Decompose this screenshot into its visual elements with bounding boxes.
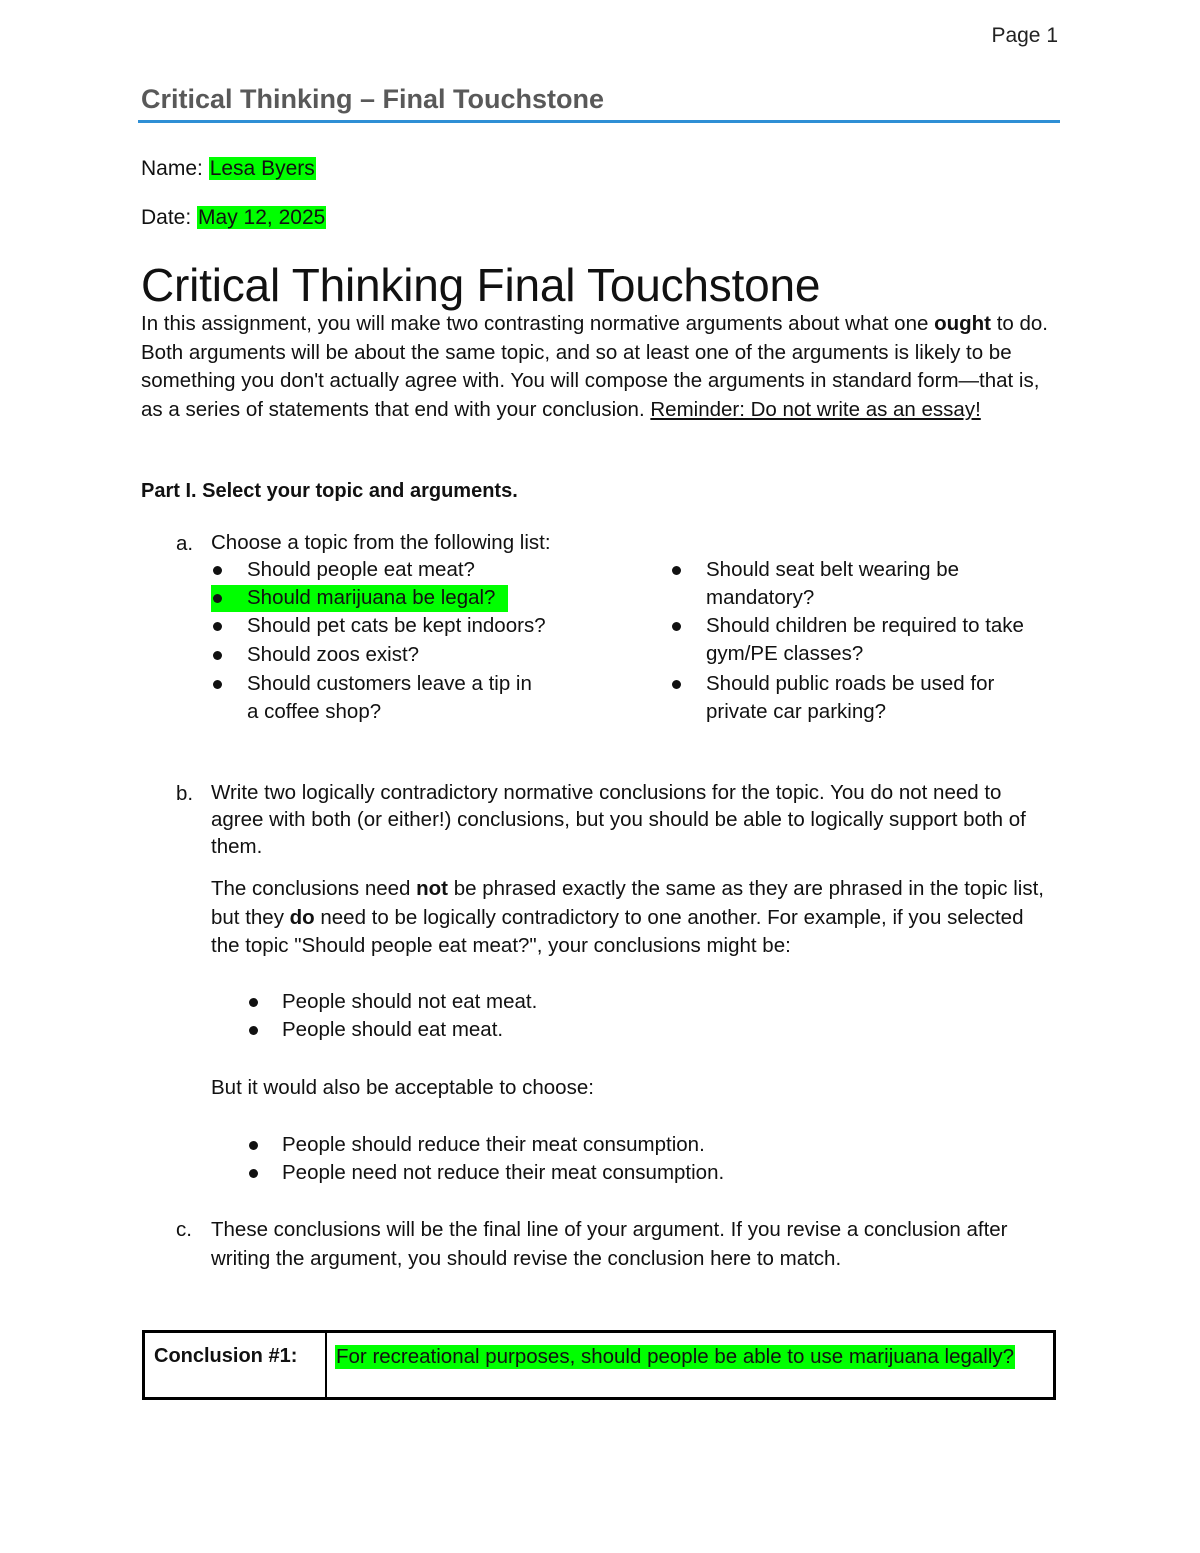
bullet-icon <box>672 566 681 575</box>
bullet-icon <box>213 622 222 631</box>
date-field <box>141 206 326 230</box>
conclusion-1-label: Conclusion #1: <box>154 1345 298 1367</box>
topic-text: Should public roads be used for <box>706 672 995 695</box>
topic-text-highlighted: Should marijuana be legal? <box>247 586 496 609</box>
section-b-marker: b. <box>176 782 194 805</box>
bullet-icon <box>213 680 222 689</box>
name-field <box>141 157 316 181</box>
section-b-paragraph-2 <box>211 875 1056 961</box>
part-1-heading: Part I. Select your topic and arguments. <box>141 480 518 502</box>
bullet-icon <box>213 651 222 660</box>
topic-text: Should people eat meat? <box>247 558 475 581</box>
topic-text: Should zoos exist? <box>247 643 420 666</box>
topic-text-line2: private car parking? <box>706 700 887 723</box>
intro-reminder: Reminder: Do not write as an essay! <box>650 398 981 422</box>
intro-text-2: to do. Both arguments will be about the same topic, and so at least one of the arguments is likely to be something you don't actually agree with. You will compose the arguments in standard form—that is, as a series of statements that end with your conclusion. <box>141 312 1048 422</box>
bullet-icon <box>249 1141 258 1150</box>
section-a-marker: a. <box>176 532 194 555</box>
topic-text: Should children be required to take <box>706 614 1024 637</box>
para2-text-3: need to be logically contradictory to one another. For example, if you selected the topic "Should people eat meat?", your conclusions might be: <box>211 905 1024 957</box>
para2-bold-not: not <box>416 877 449 900</box>
bullet-icon <box>672 622 681 631</box>
section-b-paragraph-1: Write two logically contradictory normative conclusions for the topic. You do not need to agree with both (or either!) conclusions, but you should be able to logically support both of them. <box>211 781 1026 858</box>
page-title: Critical Thinking Final Touchstone <box>141 259 821 311</box>
section-c-marker: c. <box>176 1218 192 1241</box>
para2-text-2: be phrased exactly the same as they are phrased in the topic list, but they <box>211 877 1044 929</box>
bullet-icon <box>249 1169 258 1178</box>
intro-text-1: In this assignment, you will make two contrasting normative arguments about what one <box>141 312 935 335</box>
section-a-text: Choose a topic from the following list: <box>211 531 551 554</box>
example-text: People should reduce their meat consumption. <box>282 1133 705 1156</box>
page-number: Page 1 <box>991 24 1058 47</box>
conclusion-1-value[interactable]: For recreational purposes, should people be able to use marijuana legally? <box>336 1345 1015 1368</box>
section-c-text: These conclusions will be the final line of your argument. If you revise a conclusion after writing the argument, you should revise the conclusion here to match. <box>211 1218 1008 1270</box>
name-value: Lesa Byers <box>209 157 315 180</box>
topic-text-line2: mandatory? <box>706 586 815 609</box>
bullet-icon <box>213 566 222 575</box>
bullet-icon <box>672 680 681 689</box>
date-label: Date: <box>141 206 192 229</box>
bullet-icon <box>249 998 258 1007</box>
example-text: People need not reduce their meat consumption. <box>282 1161 725 1184</box>
bullet-icon <box>249 1026 258 1035</box>
intro-paragraph <box>141 310 1053 425</box>
example-text: People should eat meat. <box>282 1018 504 1041</box>
intro-bold-ought: ought <box>934 312 991 335</box>
conclusion-table <box>142 1330 1056 1400</box>
header-divider <box>138 120 1060 123</box>
example-text: People should not eat meat. <box>282 990 538 1013</box>
para2-text-1: The conclusions need <box>211 877 417 900</box>
name-label: Name: <box>141 157 203 180</box>
topic-text: Should customers leave a tip in <box>247 672 532 695</box>
topic-text-line2: gym/PE classes? <box>706 642 864 665</box>
topic-text: Should pet cats be kept indoors? <box>247 614 546 637</box>
para2-bold-do: do <box>289 905 315 929</box>
table-column-divider <box>325 1333 327 1397</box>
date-value: May 12, 2025 <box>198 206 326 229</box>
section-b-paragraph-3: But it would also be acceptable to choose: <box>211 1076 594 1099</box>
bullet-icon <box>213 594 222 603</box>
document-header-title: Critical Thinking – Final Touchstone <box>141 84 605 114</box>
topic-text-line2: a coffee shop? <box>247 700 382 723</box>
topic-text: Should seat belt wearing be <box>706 558 960 581</box>
